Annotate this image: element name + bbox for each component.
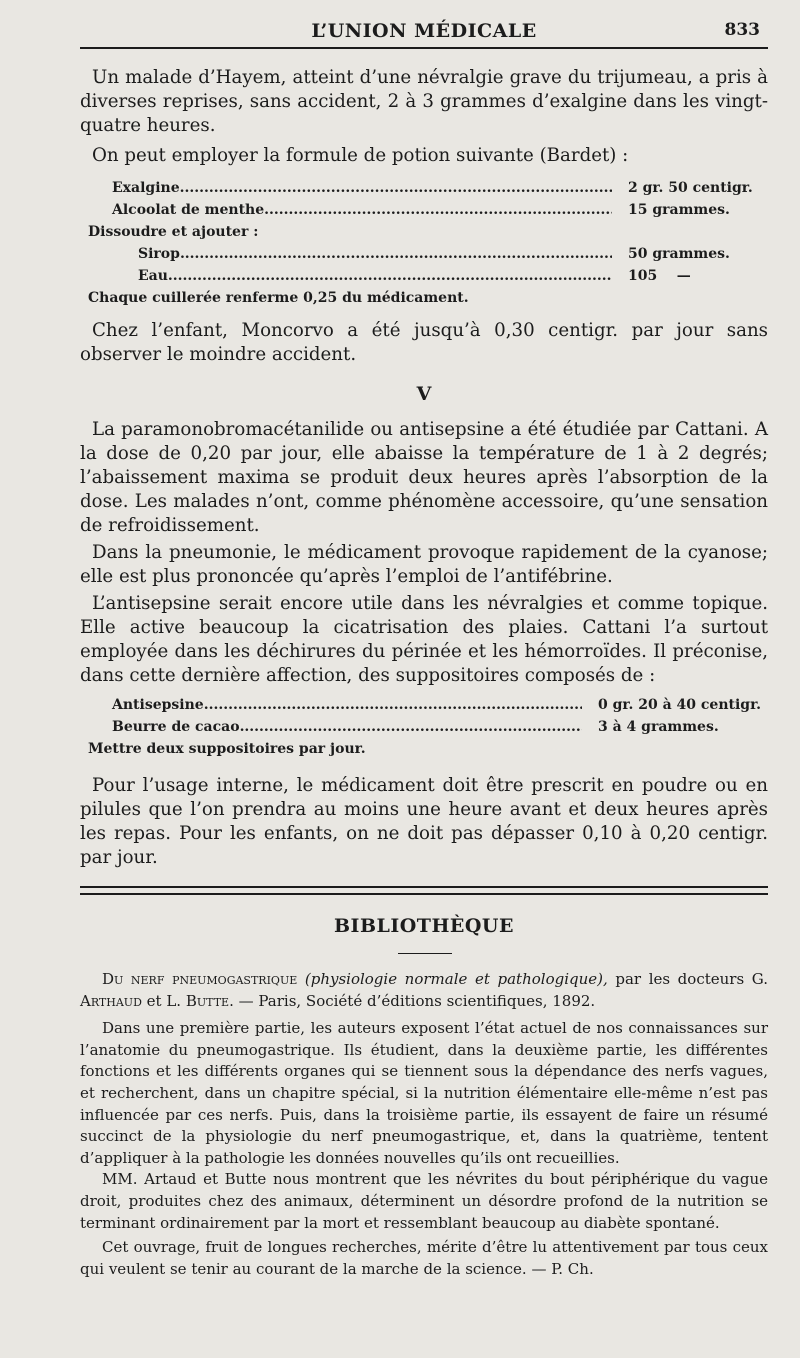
recipe-note: Mettre deux suppositoires par jour. (88, 741, 366, 757)
recipe-line (88, 265, 768, 287)
ingredient-quantity: 3 à 4 grammes. (598, 719, 719, 735)
recipe-instruction: Dissoudre et ajouter : (88, 224, 259, 240)
review-paragraph: MM. Artaud et Butte nous montrent que les névrites du bout périphérique du vague droit, produites chez des animaux, déterminent un désordre profond de la nutrition se terminant ordinairement par la mort et ressemblant beaucoup au diabète spontané. (80, 1170, 768, 1232)
suppositoires-recipe (88, 694, 768, 760)
author-name: Arthaud (80, 991, 142, 1010)
book-subtitle: (physiologie normale et pathologique), (304, 970, 608, 988)
paragraph-pneumonie: Dans la pneumonie, le médicament provoque rapidement de la cyanose; elle est plus prononcée qu’après l’emploi de l’antifébrine. (80, 542, 768, 587)
page-number: 833 (724, 20, 760, 40)
paragraph-antisepsine: La paramonobromacétanilide ou antisepsine a été étudiée par Cattani. A la dose de 0,20 par jour, elle abaisse la température de 1 à 2 degrés; l’abaissement maxima se produit deux heures après l’absorption de la dose. Les malades n’ont, comme phénomène accessoire, qu’une sensation de refroidissement. (80, 419, 768, 536)
ingredient-quantity: 105 — (628, 268, 691, 284)
paragraph-formule: On peut employer la formule de potion suivante (Bardet) : (92, 145, 629, 166)
recipe-line (88, 199, 768, 221)
review-paragraph: Cet ouvrage, fruit de longues recherches, mérite d’être lu attentivement par tous ceux qui veulent se tenir au courant de la marche de la science. — P. Ch. (80, 1238, 768, 1278)
recipe-line (88, 694, 768, 716)
recipe-line (88, 243, 768, 265)
leader-dots (204, 694, 582, 716)
enfant-text (80, 319, 768, 367)
recipe-note: Chaque cuillerée renferme 0,25 du médicament. (88, 290, 469, 306)
ingredient-quantity: 15 grammes. (628, 202, 730, 218)
ingredient-name: Sirop (138, 246, 180, 262)
paragraph-enfant: Chez l’enfant, Moncorvo a été jusqu’à 0,30 centigr. par jour sans observer le moindre accident. (80, 320, 768, 365)
journal-title: L’UNION MÉDICALE (311, 20, 537, 42)
recipe-line (88, 716, 768, 738)
usage-text (80, 774, 768, 870)
section-divider (80, 886, 768, 895)
intro-text (80, 66, 768, 168)
page-header (80, 14, 768, 48)
book-citation: Du nerf pneumogastrique (physiologie normale et pathologique), par les docteurs G. Arthaud et L. Butte. — Paris, Société d’éditions scientifiques, 1892. (80, 970, 768, 1010)
ingredient-name: Antisepsine (112, 697, 204, 713)
publisher-info: . — Paris, Société d’éditions scientifiques, 1892. (229, 991, 596, 1010)
leader-dots (264, 199, 612, 221)
ingredient-name: Beurre de cacao (112, 719, 240, 735)
potion-recipe (88, 177, 768, 309)
paragraph-usage: Pour l’usage interne, le médicament doit être prescrit en poudre ou en pilules que l’on prendra au moins une heure avant et deux heures après les repas. Pour les enfants, on ne doit pas dépasser 0,10 à 0,20 centigr. par jour. (80, 775, 768, 868)
ingredient-quantity: 50 grammes. (628, 246, 730, 262)
ingredient-quantity: 2 gr. 50 centigr. (628, 180, 753, 196)
ingredient-name: Exalgine (112, 180, 180, 196)
ingredient-name: Eau (138, 268, 168, 284)
book-title: Du nerf pneumogastrique (102, 970, 298, 988)
section-number: V (416, 383, 432, 405)
leader-dots (168, 265, 612, 287)
book-review (80, 969, 768, 1280)
leader-dots (180, 177, 612, 199)
paragraph-hayem: Un malade d’Hayem, atteint d’une névralgie grave du trijumeau, a pris à diverses reprises, sans accident, 2 à 3 grammes d’exalgine dans les vingt-quatre heures. (80, 67, 768, 136)
section-v-text (80, 418, 768, 688)
ingredient-quantity: 0 gr. 20 à 40 centigr. (598, 697, 762, 713)
header-rule (80, 47, 768, 49)
paragraph-topique: L’antisepsine serait encore utile dans les névralgies et comme topique. Elle active beaucoup la cicatrisation des plaies. Cattani l’a surtout employée dans les déchirures du périnée et les hémorroïdes. Il préconise, dans cette dernière affection, des suppositoires composés de : (80, 593, 768, 686)
bibliotheque-heading: BIBLIOTHÈQUE (334, 915, 514, 937)
heading-rule (398, 953, 452, 954)
review-paragraph: Dans une première partie, les auteurs exposent l’état actuel de nos connaissances sur l’anatomie du pneumogastrique. Ils étudient, dans la deuxième partie, les différentes fonctions et les différents organes qui se tiennent sous la dépendance des nerfs vagues, et recherchent, dans un chapitre spécial, si la nutrition élémentaire elle-même n’est pas influencée par ces nerfs. Puis, dans la troisième partie, ils essayent de faire un résumé succinct de la physiologie du nerf pneumogastrique, et, dans la quatrième, tentent d’appliquer à la pathologie les données nouvelles qu’ils ont recueillies. (80, 1019, 768, 1167)
ingredient-name: Alcoolat de menthe (112, 202, 265, 218)
author-name: Butte (185, 991, 230, 1010)
recipe-line (88, 177, 768, 199)
leader-dots (240, 716, 582, 738)
leader-dots (180, 243, 612, 265)
